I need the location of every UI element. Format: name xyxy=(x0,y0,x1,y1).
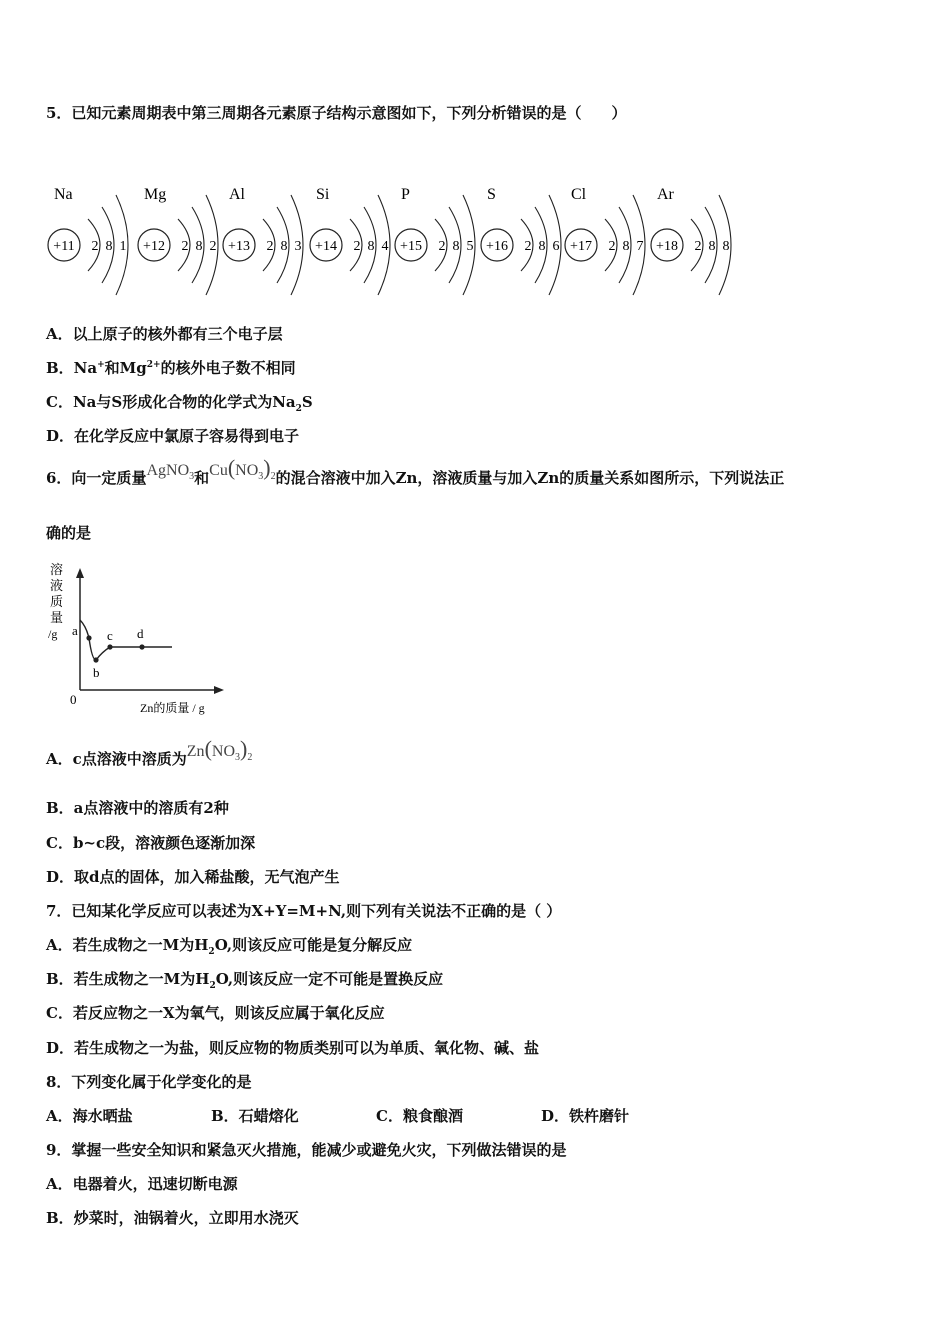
electron-count: 2 xyxy=(694,239,702,254)
atom-s xyxy=(481,186,561,295)
element-symbol: Si xyxy=(316,186,330,203)
electron-count: 2 xyxy=(266,239,274,254)
q7-option-a: A．若生成物之一M为$H_2O$,则该反应可能是复分解反应 xyxy=(46,936,413,957)
electron-count: 7 xyxy=(636,239,644,254)
y-axis-label-char: 液 xyxy=(50,578,64,593)
electron-count: 2 xyxy=(209,239,217,254)
point-a xyxy=(86,635,91,640)
electron-count: 1 xyxy=(119,239,127,254)
point-a-label: a xyxy=(72,623,78,638)
element-symbol: Al xyxy=(229,186,245,203)
point-d xyxy=(139,644,144,649)
electron-count: 6 xyxy=(552,239,560,254)
atom-mg xyxy=(138,186,218,295)
x-axis-arrow xyxy=(214,686,224,694)
mass-curve xyxy=(80,620,172,660)
atom-na xyxy=(48,186,128,295)
q8-stem: 8．下列变化属于化学变化的是 xyxy=(46,1073,252,1091)
q6-stem: 6．向一定质量AgNO$_3$和$Cu(NO_3)_2$的混合溶液中加入Zn，溶液质量与加入Zn的质量关系如图所示，下列说法正 xyxy=(46,455,785,487)
q6-stem-line2: 确的是 xyxy=(46,524,92,542)
electron-count: 8 xyxy=(452,239,460,254)
q8-options xyxy=(46,1105,629,1126)
atom-p xyxy=(395,186,475,295)
origin-label: 0 xyxy=(70,692,77,707)
electron-count: 8 xyxy=(105,239,113,254)
atom-si xyxy=(310,186,390,295)
point-c xyxy=(107,644,112,649)
atom-ar xyxy=(651,186,731,295)
electron-count: 8 xyxy=(538,239,546,254)
q7-option-b: B．若生成物之一M为$H_2O$,则该反应一定不可能是置换反应 xyxy=(46,970,444,991)
point-c-label: c xyxy=(107,628,113,643)
electron-count: 8 xyxy=(367,239,375,254)
q7-option-d: D．若生成物之一为盐，则反应物的物质类别可以为单质、氧化物、碱、盐 xyxy=(46,1039,540,1057)
electron-count: 8 xyxy=(195,239,203,254)
atom-al xyxy=(223,186,303,295)
nucleus-charge: +15 xyxy=(400,239,422,254)
q6-option-b: B．a点溶液中的溶质有2种 xyxy=(46,799,229,817)
y-axis-unit: /g xyxy=(48,627,58,641)
element-symbol: Mg xyxy=(144,186,167,203)
element-symbol: P xyxy=(401,186,410,203)
element-symbol: Cl xyxy=(571,186,587,203)
element-symbol: Ar xyxy=(657,186,674,203)
electron-count: 5 xyxy=(466,239,474,254)
nucleus-charge: +18 xyxy=(656,239,678,254)
solution-mass-graph xyxy=(42,560,232,720)
q5-option-a: A．以上原子的核外都有三个电子层 xyxy=(46,325,283,343)
nucleus-charge: +17 xyxy=(570,239,592,254)
nucleus-charge: +13 xyxy=(228,239,250,254)
y-axis-label-char: 溶 xyxy=(50,562,64,577)
element-symbol: S xyxy=(487,186,496,203)
q8-option-d: D．铁杵磨针 xyxy=(541,1107,630,1125)
electron-count: 2 xyxy=(608,239,616,254)
q5-option-b: B．Na+和$Mg^{2+}$的核外电子数不相同 xyxy=(46,359,296,377)
electron-count: 2 xyxy=(91,239,99,254)
q9-stem: 9．掌握一些安全知识和紧急灭火措施，能减少或避免火灾，下列做法错误的是 xyxy=(46,1141,567,1159)
electron-count: 8 xyxy=(622,239,630,254)
y-axis-label-char: 质 xyxy=(50,594,64,609)
electron-count: 2 xyxy=(438,239,446,254)
q9-option-a: A．电器着火，迅速切断电源 xyxy=(46,1175,238,1193)
q5-option-d: D．在化学反应中氯原子容易得到电子 xyxy=(46,427,300,445)
nucleus-charge: +11 xyxy=(53,239,75,254)
q5-option-c: C．Na与S形成化合物的化学式为$Na_2S$ xyxy=(46,393,313,414)
formula-agno3: AgNO$_3$ xyxy=(146,462,195,482)
q9-option-b: B．炒菜时，油锅着火，立即用水浇灭 xyxy=(46,1209,299,1227)
nucleus-charge: +14 xyxy=(315,239,337,254)
y-axis-arrow xyxy=(76,568,84,578)
electron-count: 3 xyxy=(294,239,302,254)
nucleus-charge: +12 xyxy=(143,239,165,254)
q6-option-d: D．取d点的固体，加入稀盐酸，无气泡产生 xyxy=(46,868,340,886)
electron-count: 2 xyxy=(353,239,361,254)
q8-option-c: C．粮食酿酒 xyxy=(376,1107,463,1125)
atom-cl xyxy=(565,186,645,295)
electron-count: 8 xyxy=(280,239,288,254)
q6-option-c: C．b~c段，溶液颜色逐渐加深 xyxy=(46,834,256,852)
point-b-label: b xyxy=(93,665,100,680)
y-axis-label-char: 量 xyxy=(50,610,64,625)
electron-count: 8 xyxy=(722,239,730,254)
electron-count: 4 xyxy=(381,239,389,254)
q8-option-a: A．海水晒盐 xyxy=(46,1107,133,1125)
element-symbol: Na xyxy=(54,186,73,203)
nucleus-charge: +16 xyxy=(486,239,508,254)
q7-option-c: C．若反应物之一X为氧气，则该反应属于氧化反应 xyxy=(46,1004,385,1022)
atom-structure-diagram xyxy=(40,175,740,300)
electron-count: 8 xyxy=(708,239,716,254)
point-b xyxy=(93,657,98,662)
q6-option-a: A．c点溶液中溶质为$Zn(NO_3)_2$ xyxy=(46,736,253,768)
formula-znno32: $Zn(NO_3)_2$ xyxy=(186,736,253,763)
point-d-label: d xyxy=(137,626,144,641)
formula-cuno32: $Cu(NO_3)_2$ xyxy=(209,455,276,482)
electron-count: 2 xyxy=(524,239,532,254)
q7-stem: 7．已知某化学反应可以表述为X+Y=M+N,则下列有关说法不正确的是（ ） xyxy=(46,902,562,920)
q5-stem: 5．已知元素周期表中第三周期各元素原子结构示意图如下，下列分析错误的是（ ） xyxy=(46,104,627,122)
q8-option-b: B．石蜡熔化 xyxy=(211,1107,299,1125)
electron-count: 2 xyxy=(181,239,189,254)
x-axis-label: Zn的质量 / g xyxy=(140,701,205,715)
